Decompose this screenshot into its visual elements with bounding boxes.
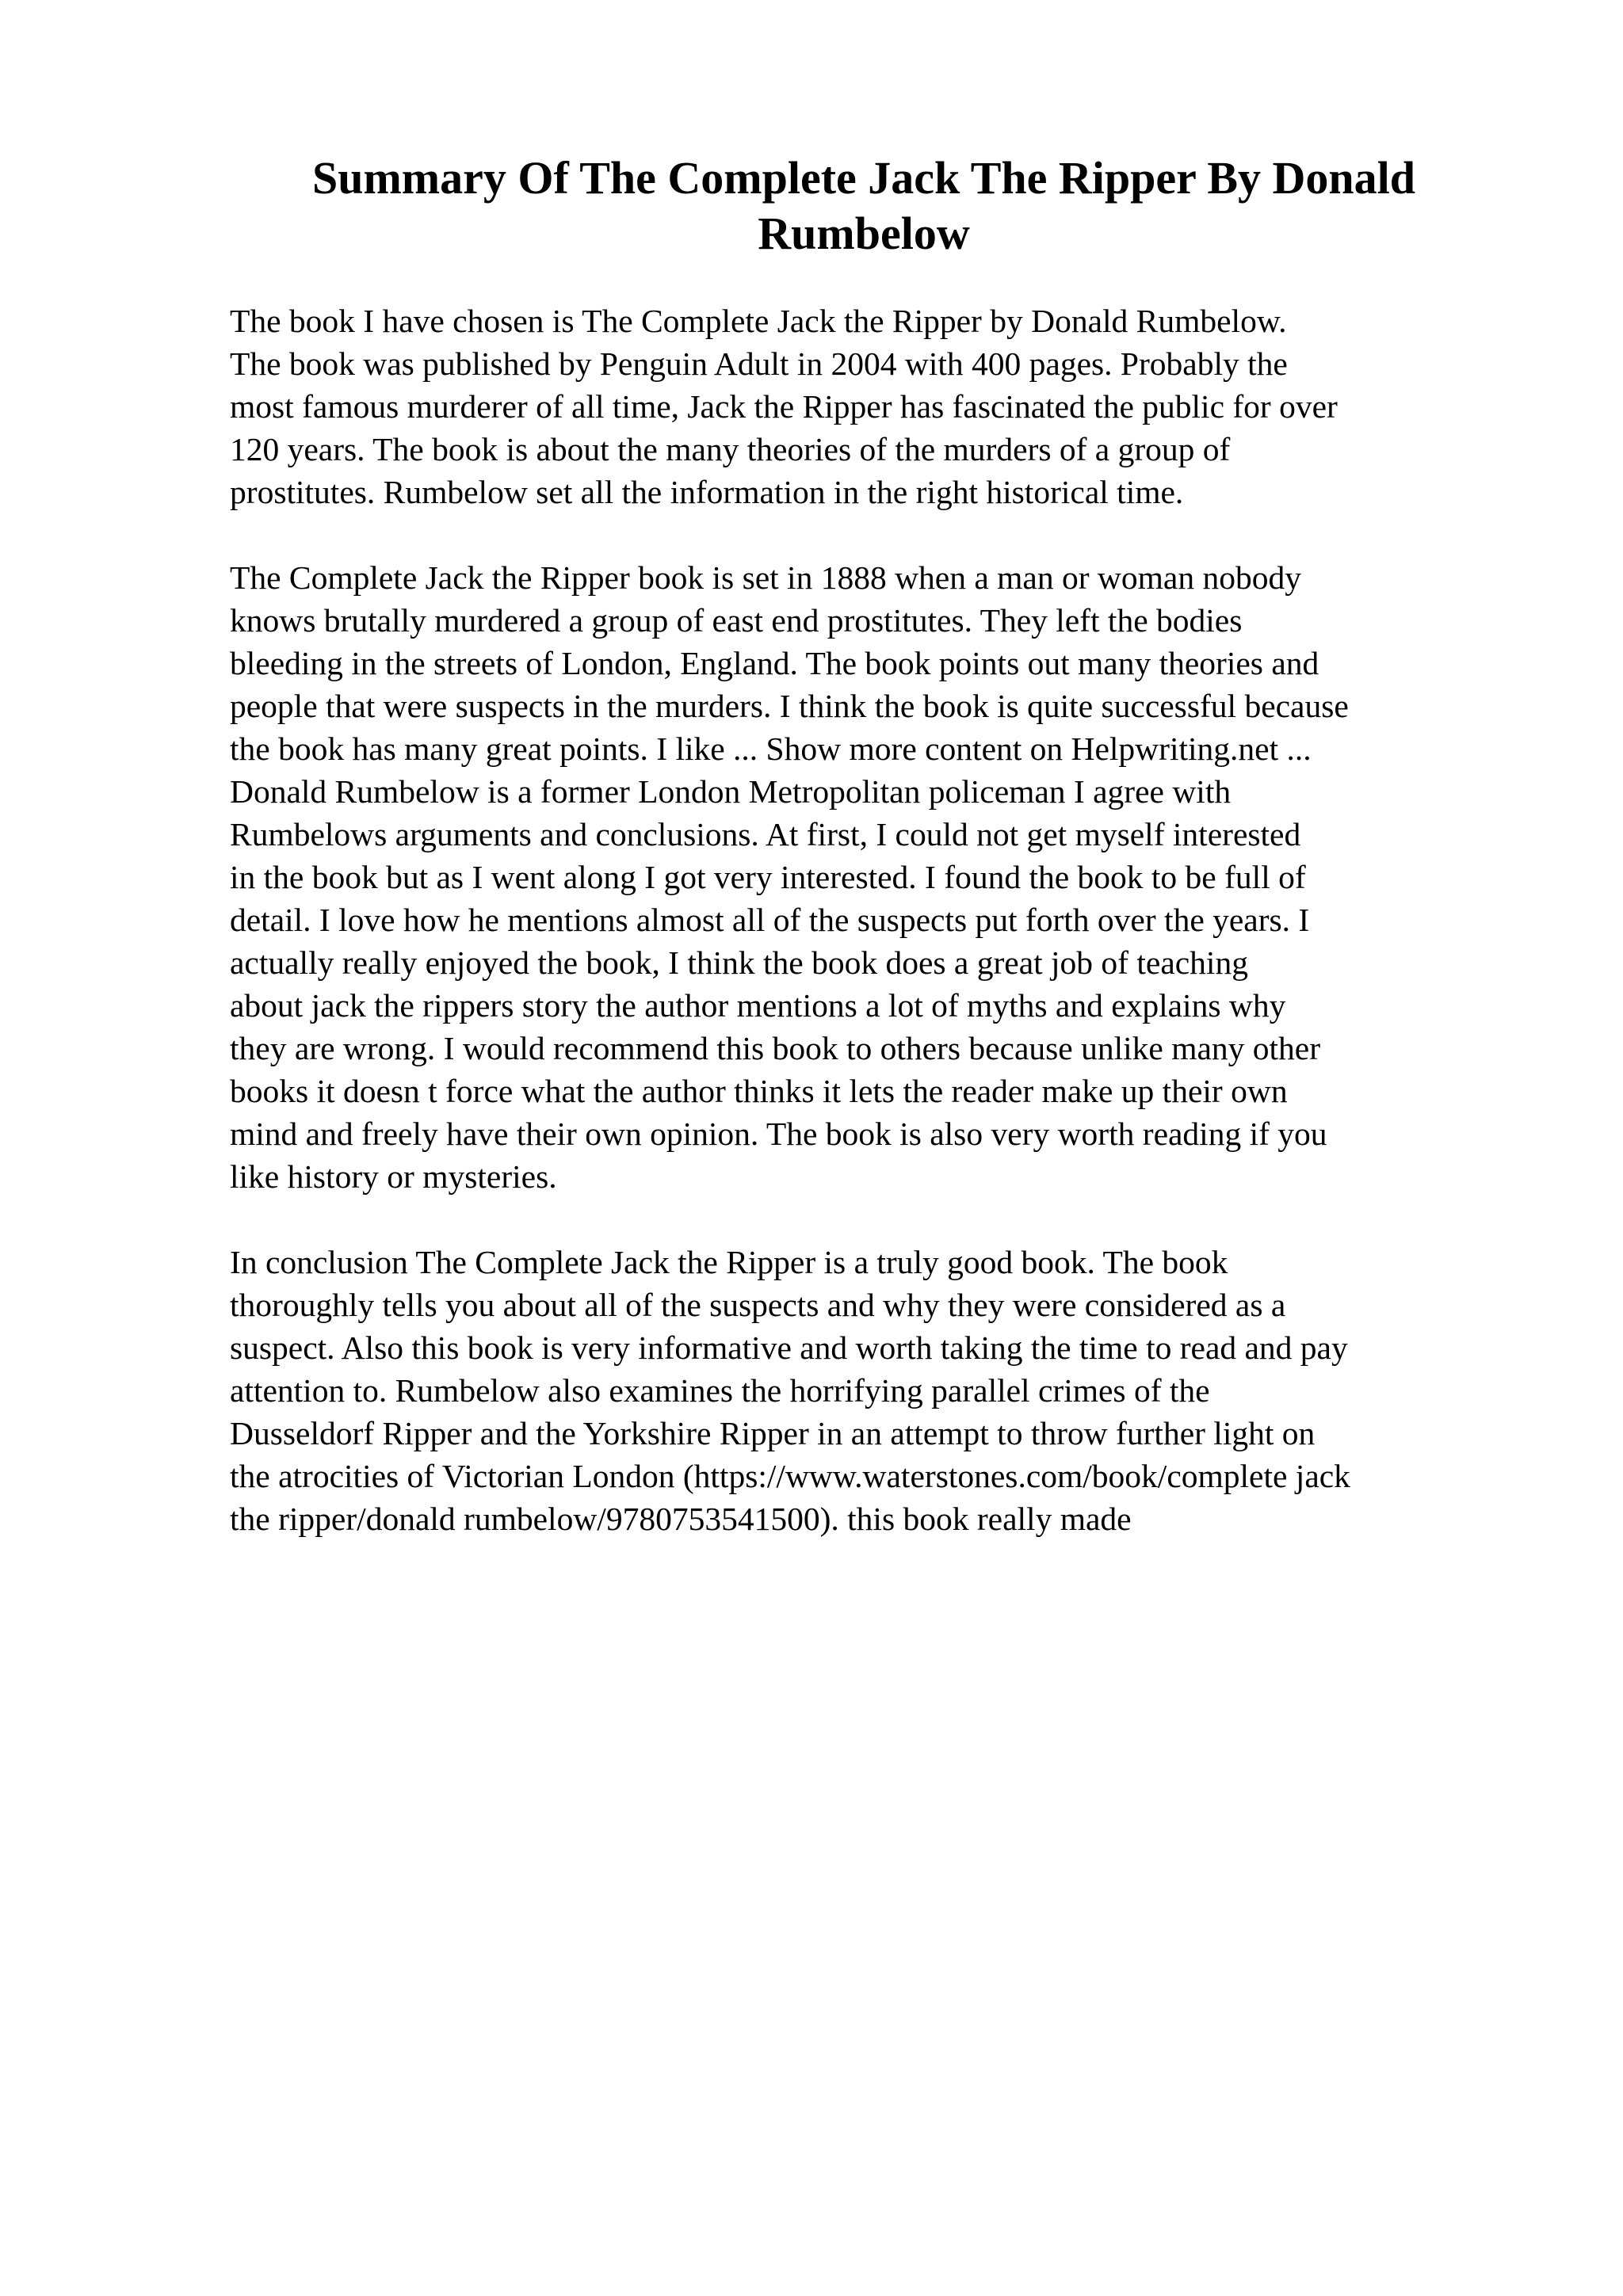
document-body — [230, 299, 1498, 1540]
text-line: The book was published by Penguin Adult in 2004 with 400 pages. Probably the — [230, 345, 1288, 382]
paragraph-body — [230, 556, 1498, 1198]
text-line: suspect. Also this book is very informative and worth taking the time to read and pay — [230, 1329, 1348, 1366]
text-line: The Complete Jack the Ripper book is set in 1888 when a man or woman nobody — [230, 559, 1301, 596]
text-line: the ripper/donald rumbelow/9780753541500). this book really made — [230, 1501, 1132, 1537]
text-line: books it doesn t force what the author thinks it lets the reader make up their own — [230, 1073, 1288, 1109]
paragraph-intro — [230, 299, 1498, 513]
paragraph-conclusion — [230, 1241, 1498, 1540]
text-line: attention to. Rumbelow also examines the horrifying parallel crimes of the — [230, 1372, 1210, 1409]
document-title: Summary Of The Complete Jack The Ripper By Donald Rumbelow — [311, 152, 1416, 259]
text-line: detail. I love how he mentions almost all of the suspects put forth over the years. I — [230, 902, 1310, 938]
text-line: people that were suspects in the murders. I think the book is quite successful because — [230, 688, 1349, 724]
text-line: the atrocities of Victorian London (https://www.waterstones.com/book/complete jack — [230, 1458, 1350, 1494]
text-line: Rumbelows arguments and conclusions. At first, I could not get myself interested — [230, 816, 1301, 852]
text-line: The book I have chosen is The Complete Jack the Ripper by Donald Rumbelow. — [230, 303, 1287, 339]
text-line: like history or mysteries. — [230, 1158, 557, 1195]
text-line: thoroughly tells you about all of the suspects and why they were considered as a — [230, 1287, 1286, 1323]
text-line: Donald Rumbelow is a former London Metropolitan policeman I agree with — [230, 773, 1232, 810]
text-line: most famous murderer of all time, Jack the Ripper has fascinated the public for over — [230, 388, 1338, 425]
text-line: they are wrong. I would recommend this book to others because unlike many other — [230, 1030, 1321, 1066]
text-line: about jack the rippers story the author mentions a lot of myths and explains why — [230, 987, 1286, 1024]
text-line: prostitutes. Rumbelow set all the information in the right historical time. — [230, 474, 1184, 510]
text-line: 120 years. The book is about the many theories of the murders of a group of — [230, 431, 1231, 467]
text-line: In conclusion The Complete Jack the Ripper is a truly good book. The book — [230, 1244, 1228, 1280]
text-line: bleeding in the streets of London, England. The book points out many theories and — [230, 645, 1319, 681]
text-line: the book has many great points. I like ... Show more content on Helpwriting.net ... — [230, 730, 1312, 767]
text-line: knows brutally murdered a group of east end prostitutes. They left the bodies — [230, 602, 1243, 639]
text-line: mind and freely have their own opinion. The book is also very worth reading if you — [230, 1116, 1327, 1152]
text-line: actually really enjoyed the book, I think the book does a great job of teaching — [230, 944, 1248, 981]
text-line: Dusseldorf Ripper and the Yorkshire Ripper in an attempt to throw further light on — [230, 1415, 1316, 1451]
text-line: in the book but as I went along I got very interested. I found the book to be full of — [230, 859, 1306, 895]
